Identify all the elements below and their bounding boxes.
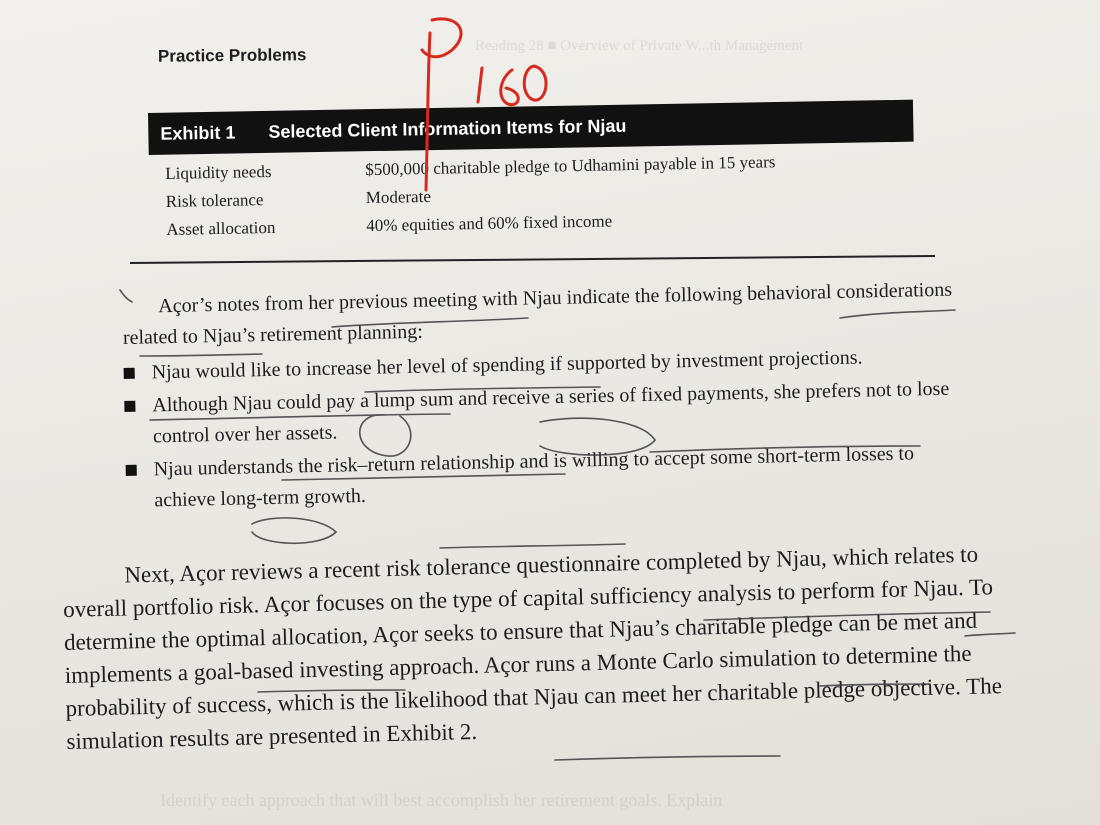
pencil-markings (120, 290, 1015, 760)
row-value: 40% equities and 60% fixed income (366, 211, 613, 236)
row-label: Liquidity needs (165, 161, 272, 183)
page-number-annotation (422, 19, 546, 190)
bleed-through-footer: Identify each approach that will best accomplish her retirement goals. Explain (160, 790, 723, 810)
row-value: Moderate (365, 186, 432, 208)
row-label: Risk tolerance (165, 190, 264, 211)
notes-intro: Açor’s notes from her previous meeting with Njau indicate the following behavioral considerations related to Njau’s retirement planning: (122, 278, 953, 349)
row-value: $500,000 charitable pledge to Udhamini payable in 15 years (365, 152, 776, 180)
section-header: Practice Problems (157, 45, 307, 66)
paragraph-text: Next, Açor reviews a recent risk tolerance questionnaire completed by Njau, which relates to overall portfolio risk. Açor focuses on the type of capital sufficiency analysis to perform for Njau. To determine the optimal allocation, Açor seeks to ensure that Njau’s charitable pledge can be met and implements a goal-based investing approach. Açor runs a Monte Carlo simulation to determine the probability of success, which is the likelihood that Njau can meet her charitable pledge objective. The simulation results are presented in Exhibit 2. (62, 541, 1003, 754)
list-item-text: Njau would like to increase her level of spending if supported by investment projections. (151, 346, 863, 384)
bleed-through-header: Reading 28 ■ Overview of Private W...th Management (475, 38, 804, 54)
list-item-text: Although Njau could pay a lump sum and receive a series of fixed payments, she prefers not to lose control over her assets. (152, 377, 950, 448)
exhibit-number: Exhibit 1 (160, 121, 236, 144)
row-label: Asset allocation (166, 217, 276, 239)
exhibit-title: Selected Client Information Items for Njau (268, 115, 627, 142)
list-item-text: Njau understands the risk–return relationship and is willing to accept some short-term losses to achieve long-term growth. (153, 442, 915, 512)
